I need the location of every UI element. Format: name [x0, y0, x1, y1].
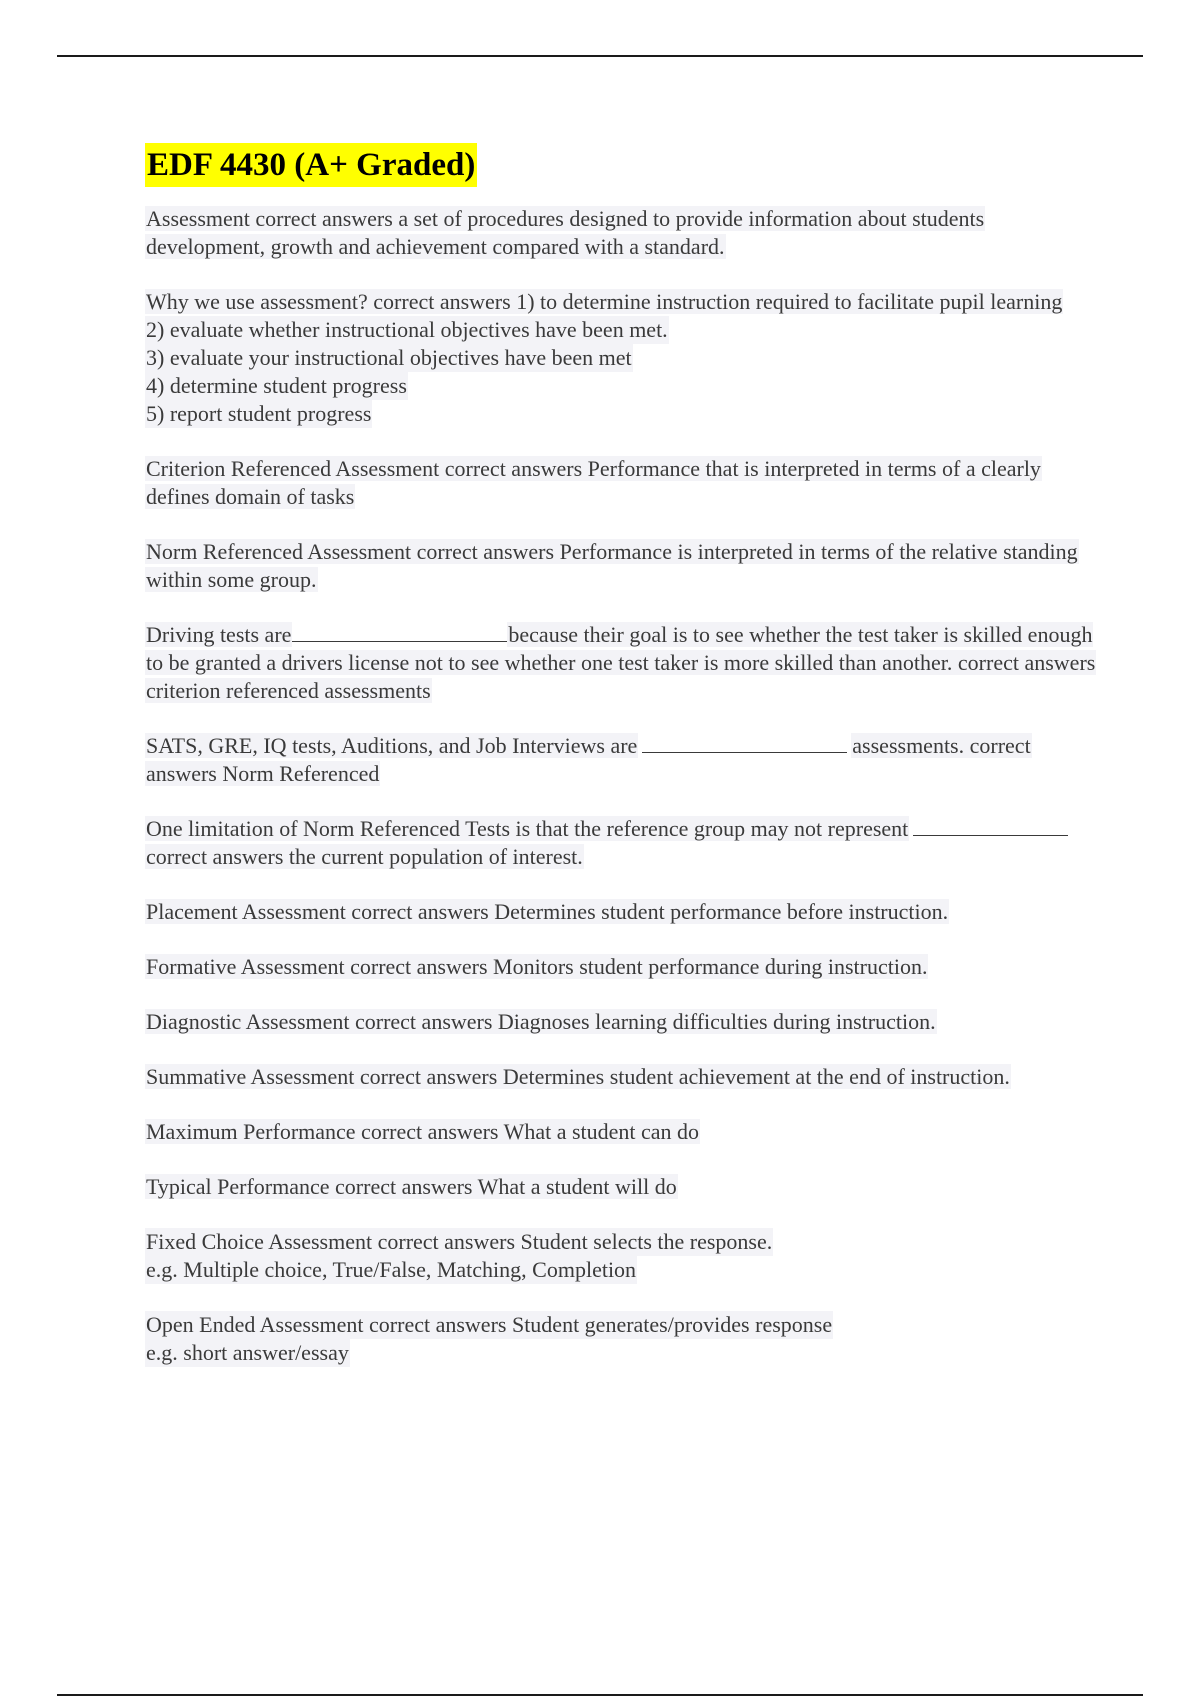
qa-text-after: assessments. correct answers Norm Referenced: [146, 733, 1031, 786]
document-title: EDF 4430 (A+ Graded): [145, 143, 477, 187]
qa-typical-performance: [145, 1173, 1105, 1201]
list-item: 5) report student progress: [146, 401, 372, 426]
qa-sats-gre: [145, 732, 1105, 788]
qa-text: Assessment correct answers a set of procedures designed to provide information about students development, growth and achievement compared with a standard.: [146, 206, 985, 259]
qa-text: Formative Assessment correct answers Monitors student performance during instruction.: [146, 954, 928, 979]
qa-text: Diagnostic Assessment correct answers Diagnoses learning difficulties during instruction.: [146, 1009, 936, 1034]
qa-text: Norm Referenced Assessment correct answers Performance is interpreted in terms of the relative standing within some group.: [146, 539, 1078, 592]
qa-open-ended: [145, 1311, 1105, 1367]
header-rule: [57, 55, 1143, 57]
qa-example: e.g. Multiple choice, True/False, Matching, Completion: [146, 1257, 637, 1282]
qa-text-after: correct answers the current population of interest.: [146, 844, 583, 869]
qa-text: Why we use assessment? correct answers 1) to determine instruction required to facilitate pupil learning: [146, 289, 1063, 314]
fill-in-blank: [642, 732, 847, 753]
qa-maximum-performance: [145, 1118, 1105, 1146]
qa-diagnostic: [145, 1008, 1105, 1036]
qa-text-after: because their goal is to see whether the test taker is skilled enough to be granted a drivers license not to see whether one test taker is more skilled than another. correct answers criterion referenced assessments: [146, 622, 1096, 703]
qa-summative: [145, 1063, 1105, 1091]
qa-text: Fixed Choice Assessment correct answers Student selects the response.: [146, 1229, 773, 1254]
qa-text-before: Driving tests are: [146, 622, 292, 647]
qa-assessment: [145, 205, 1105, 261]
qa-text: Placement Assessment correct answers Determines student performance before instruction.: [146, 899, 949, 924]
qa-text: Summative Assessment correct answers Determines student achievement at the end of instruction.: [146, 1064, 1010, 1089]
qa-driving-tests: [145, 621, 1105, 705]
qa-placement: [145, 898, 1105, 926]
qa-text: Typical Performance correct answers What a student will do: [146, 1174, 677, 1199]
document-body: [145, 143, 1105, 1394]
list-item: 3) evaluate your instructional objectives have been met: [146, 345, 632, 370]
qa-criterion-referenced: [145, 455, 1105, 511]
list-item: 4) determine student progress: [146, 373, 407, 398]
qa-norm-referenced: [145, 538, 1105, 594]
qa-norm-limitation: [145, 815, 1105, 871]
qa-formative: [145, 953, 1105, 981]
qa-text-before: SATS, GRE, IQ tests, Auditions, and Job Interviews are: [146, 733, 638, 758]
qa-text: Open Ended Assessment correct answers Student generates/provides response: [146, 1312, 833, 1337]
list-item: 2) evaluate whether instructional objectives have been met.: [146, 317, 668, 342]
qa-fixed-choice: [145, 1228, 1105, 1284]
fill-in-blank: [913, 815, 1068, 836]
footer-rule: [57, 1694, 1143, 1696]
fill-in-blank: [292, 621, 507, 642]
qa-text: Maximum Performance correct answers What a student can do: [146, 1119, 700, 1144]
qa-text-before: One limitation of Norm Referenced Tests is that the reference group may not represent: [146, 816, 909, 841]
qa-why-assessment: [145, 288, 1105, 428]
qa-text: Criterion Referenced Assessment correct answers Performance that is interpreted in terms of a clearly defines domain of tasks: [146, 456, 1041, 509]
qa-example: e.g. short answer/essay: [146, 1340, 349, 1365]
